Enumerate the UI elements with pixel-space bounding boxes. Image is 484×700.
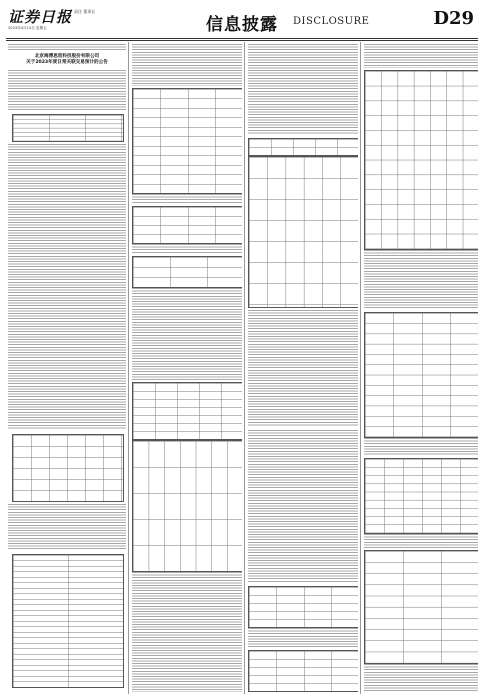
text-block bbox=[132, 194, 242, 204]
data-table bbox=[364, 458, 478, 534]
text-block bbox=[248, 310, 358, 426]
data-table bbox=[132, 440, 242, 572]
masthead bbox=[6, 4, 478, 38]
masthead-rule-top bbox=[6, 38, 478, 39]
article-title bbox=[8, 54, 126, 66]
newspaper-logo: 证券日报 bbox=[8, 8, 73, 26]
section-title-english: DISCLOSURE bbox=[293, 16, 370, 27]
text-block bbox=[8, 504, 126, 550]
text-block bbox=[364, 534, 478, 548]
data-table bbox=[248, 650, 358, 692]
text-block bbox=[248, 44, 358, 134]
logo-subtext bbox=[74, 9, 95, 14]
text-block bbox=[8, 144, 126, 430]
article-title-line2: 关于2023年度日常关联交易预计的公告 bbox=[26, 60, 108, 65]
text-block bbox=[8, 70, 126, 110]
text-block bbox=[364, 664, 478, 692]
text-block bbox=[364, 438, 478, 456]
issue-meta: 2023年4月14日 星期五 bbox=[8, 26, 47, 30]
data-table bbox=[132, 206, 242, 244]
column-separator bbox=[360, 42, 361, 694]
column-2 bbox=[132, 42, 242, 694]
text-block bbox=[132, 572, 242, 692]
data-table bbox=[248, 586, 358, 628]
column-3 bbox=[248, 42, 358, 694]
data-table bbox=[364, 70, 478, 250]
text-block bbox=[364, 250, 478, 310]
data-table bbox=[248, 138, 358, 156]
data-table bbox=[364, 550, 478, 664]
data-table bbox=[248, 156, 358, 308]
text-block bbox=[248, 628, 358, 648]
data-table bbox=[132, 256, 242, 288]
data-table bbox=[364, 312, 478, 438]
text-block bbox=[132, 244, 242, 254]
column-separator bbox=[128, 42, 129, 694]
masthead-rule-bottom bbox=[6, 40, 478, 41]
text-block bbox=[364, 44, 478, 68]
text-block bbox=[132, 44, 242, 86]
column-separator bbox=[244, 42, 245, 694]
text-block bbox=[8, 44, 126, 52]
text-block bbox=[248, 430, 358, 582]
data-table bbox=[12, 434, 124, 502]
page-number: D29 bbox=[433, 8, 474, 29]
column-1 bbox=[8, 42, 126, 694]
text-block bbox=[132, 288, 242, 380]
data-table bbox=[132, 382, 242, 440]
article-title-line1: 北京海博思创科技股份有限公司 bbox=[34, 54, 100, 59]
column-4 bbox=[364, 42, 478, 694]
section-title: 信息披露 bbox=[206, 15, 278, 35]
data-table bbox=[12, 114, 124, 142]
data-table bbox=[12, 554, 124, 688]
data-table bbox=[132, 88, 242, 194]
logo-subtext-line1: 责任 董事长 bbox=[74, 9, 96, 14]
